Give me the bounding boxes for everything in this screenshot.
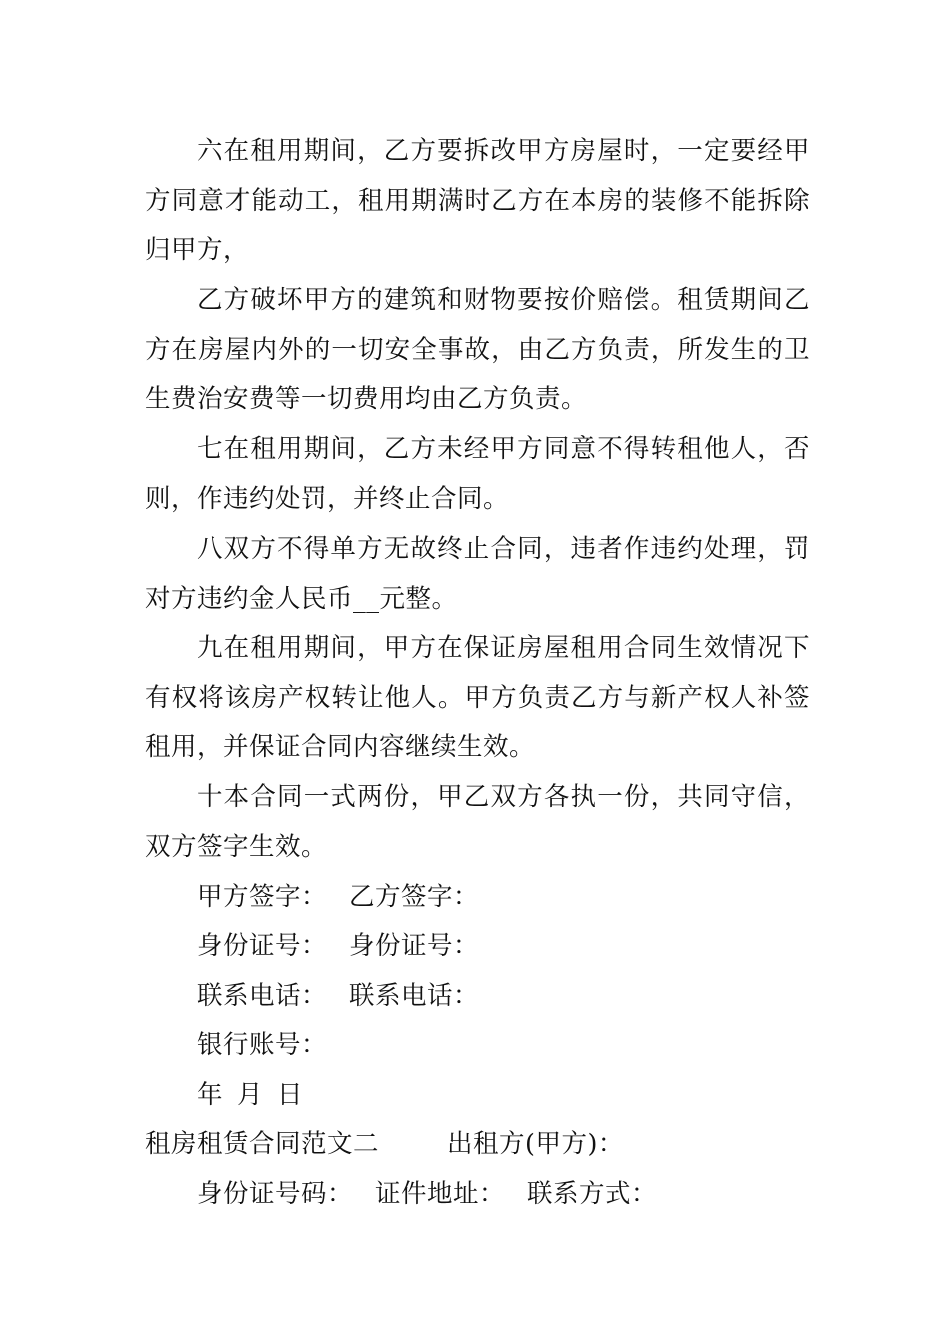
- signature-row: [197, 873, 479, 923]
- date-day: 日: [277, 1080, 304, 1110]
- clause-10-paragraph: 十本合同一式两份，甲乙双方各执一份，共同守信，双方签字生效。: [145, 782, 810, 862]
- clause-7-paragraph: 七在租用期间，乙方未经甲方同意不得转租他人，否则，作违约处罚，并终止合同。: [145, 434, 810, 514]
- party-b-signature-label: 乙方签字：: [349, 882, 480, 912]
- section-heading-row: [145, 1120, 624, 1170]
- contact-label: 联系方式：: [527, 1179, 658, 1209]
- party-a-phone-label: 联系电话：: [197, 981, 328, 1011]
- id-number-row: [197, 922, 479, 972]
- lessor-details-row: [197, 1170, 657, 1220]
- party-b-id-label: 身份证号：: [349, 931, 480, 961]
- phone-row: [197, 972, 479, 1022]
- clause-8-paragraph: 八双方不得单方无故终止合同，违者作违约处理，罚对方违约金人民币__元整。: [145, 534, 810, 614]
- bank-account-row: [197, 1021, 327, 1071]
- clause-9-paragraph: 九在租用期间，甲方在保证房屋租用合同生效情况下有权将该房产权转让他人。甲方负责乙方与新产权人补签租用，并保证合同内容继续生效。: [145, 633, 810, 763]
- party-b-phone-label: 联系电话：: [349, 981, 480, 1011]
- section-title: 租房租赁合同范文二: [145, 1129, 380, 1159]
- address-label: 证件地址：: [375, 1179, 506, 1209]
- id-number-label: 身份证号码：: [197, 1179, 354, 1209]
- bank-account-label: 银行账号：: [197, 1030, 328, 1060]
- date-month: 月: [237, 1080, 264, 1110]
- party-a-id-label: 身份证号：: [197, 931, 328, 961]
- clause-6-paragraph: 六在租用期间，乙方要拆改甲方房屋时，一定要经甲方同意才能动工，租用期满时乙方在本房的装修不能拆除归甲方，: [145, 136, 810, 266]
- date-row: [197, 1071, 303, 1121]
- clause-6-continuation-paragraph: 乙方破坏甲方的建筑和财物要按价赔偿。租赁期间乙方在房屋内外的一切安全事故，由乙方负责，所发生的卫生费治安费等一切费用均由乙方负责。: [145, 285, 810, 415]
- date-year: 年: [197, 1080, 224, 1110]
- party-a-signature-label: 甲方签字：: [197, 882, 328, 912]
- lessor-label: 出租方(甲方)：: [447, 1129, 624, 1159]
